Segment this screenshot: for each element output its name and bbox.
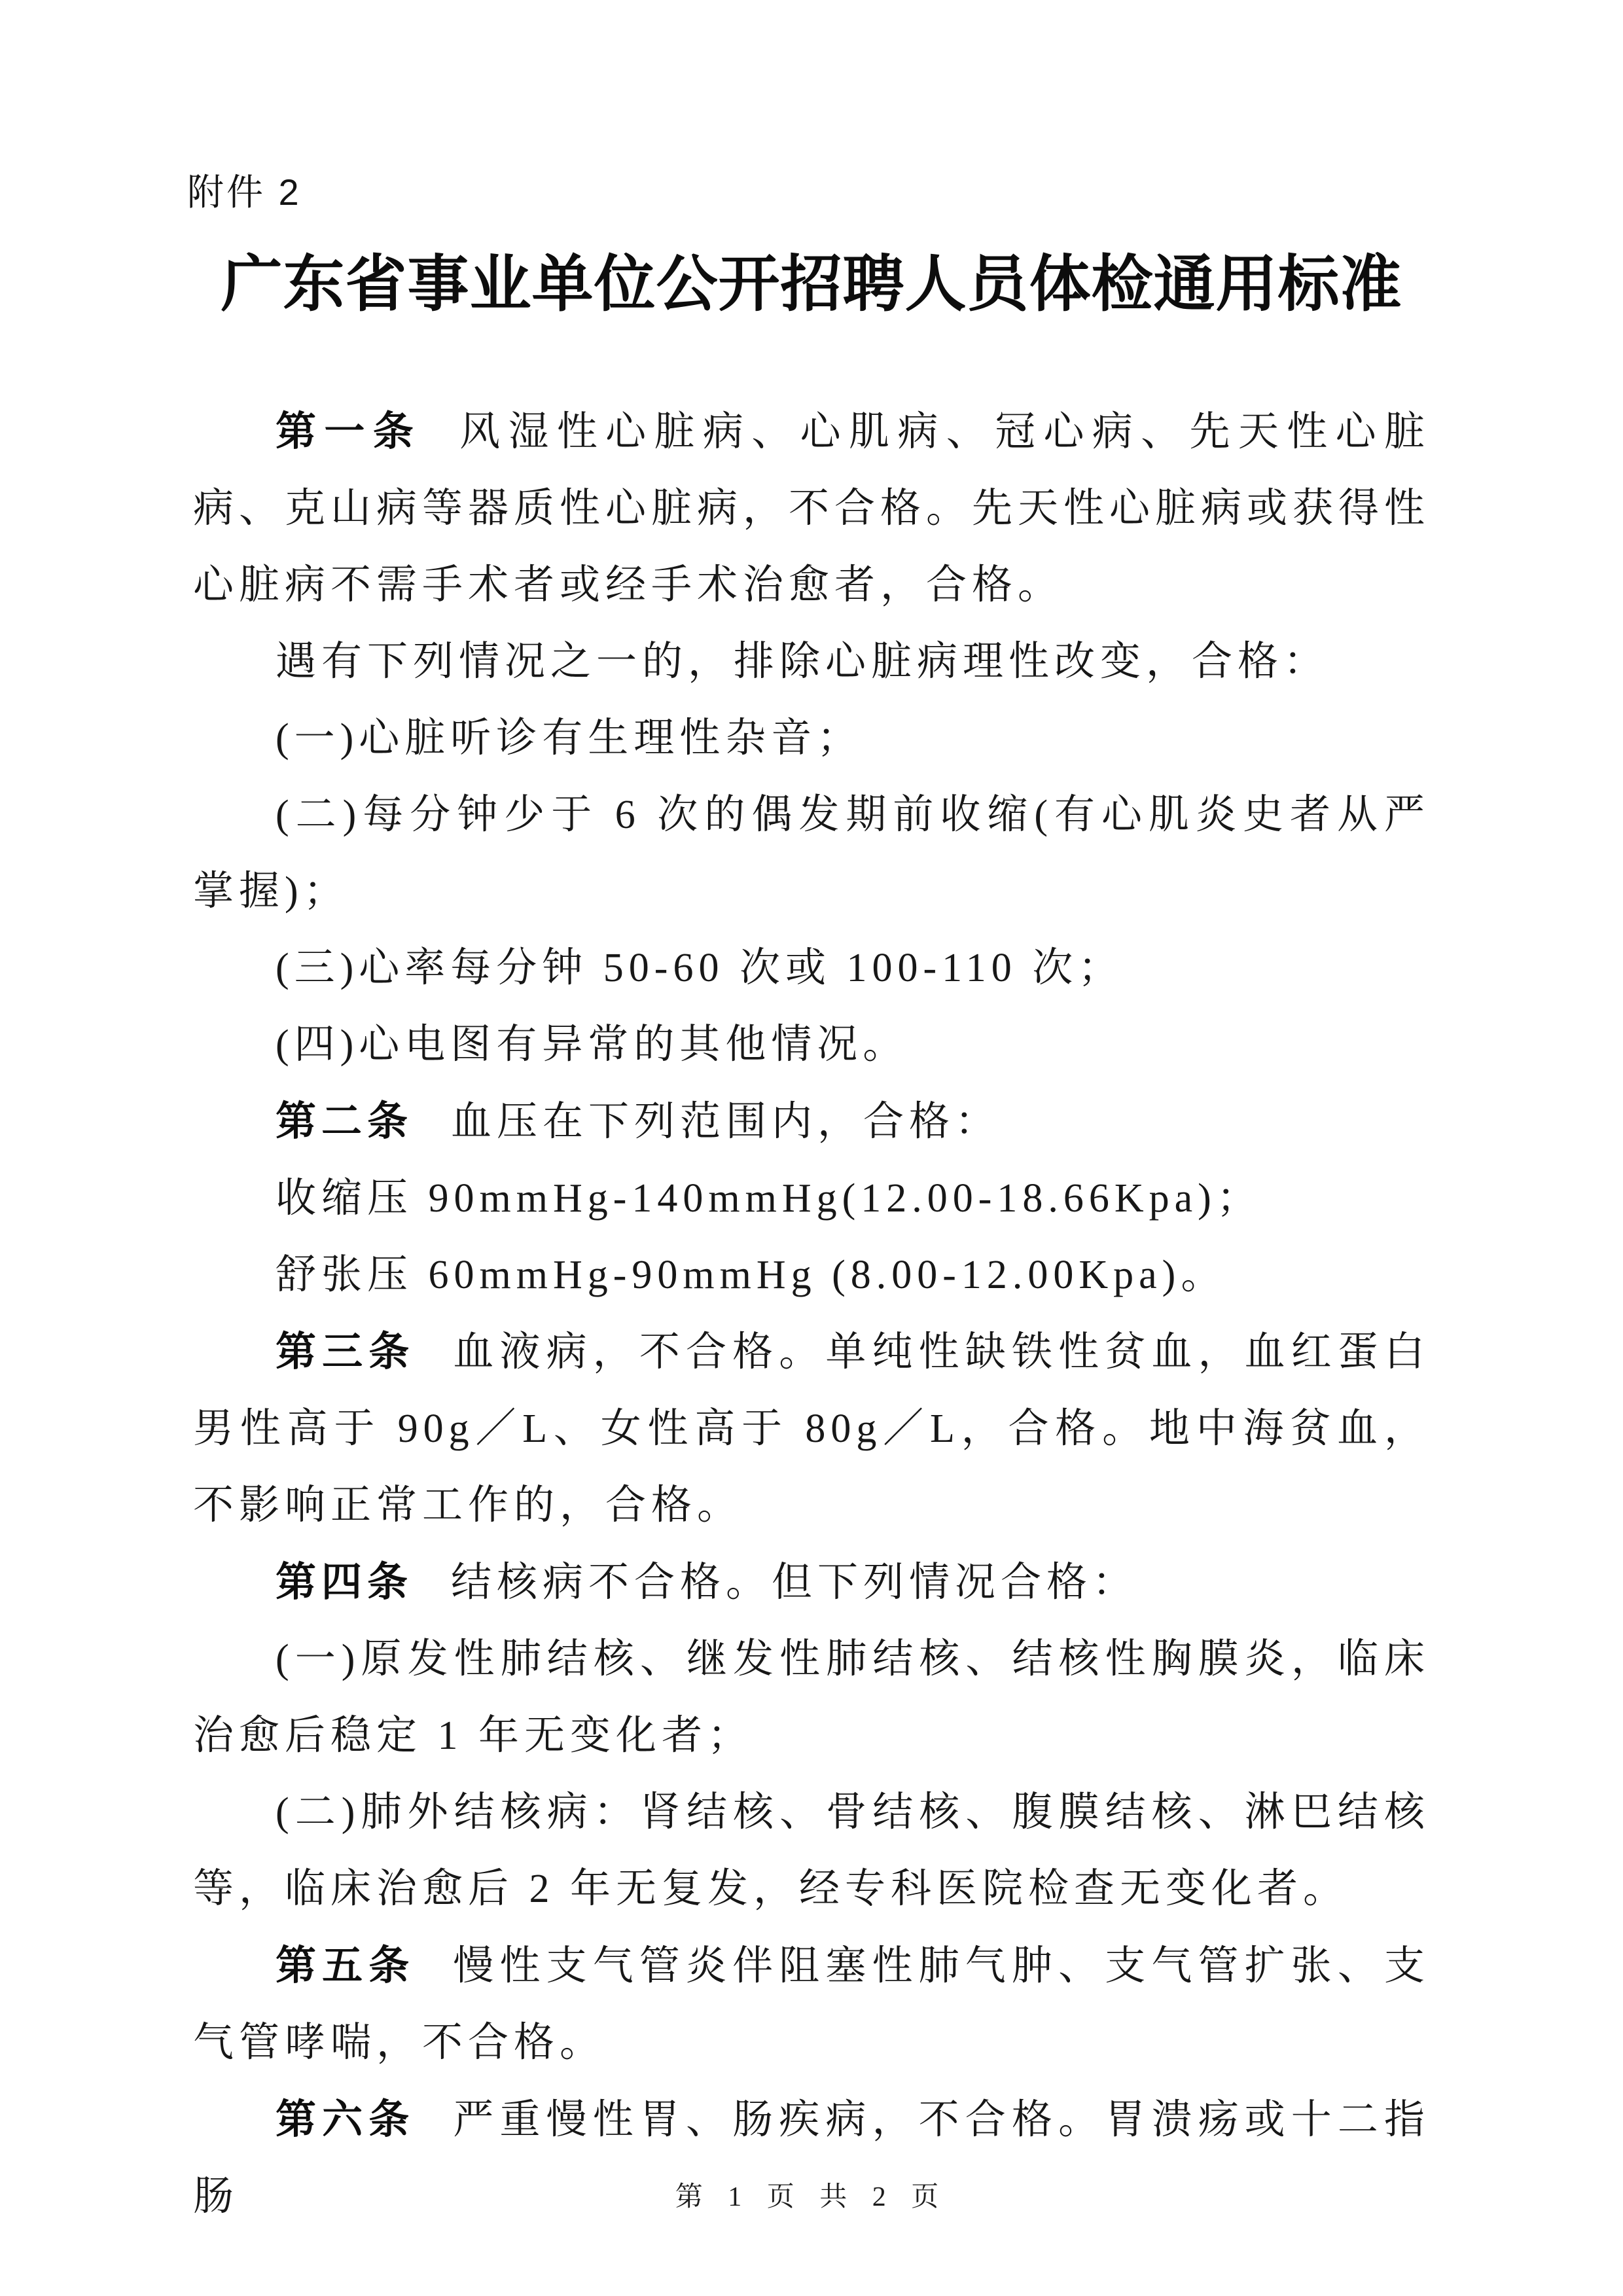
article-text: (一)心脏听诊有生理性杂音；	[276, 716, 863, 761]
article-paragraph	[193, 1774, 1430, 1928]
article-text: 血液病，不合格。单纯性缺铁性贫血，血红蛋白男性高于 90g／L、女性高于 80g／L，合格。地中海贫血，不影响正常工作的，合格。	[193, 1330, 1430, 1528]
article-paragraph	[193, 1928, 1430, 2081]
article-text: 血压在下列范围内，合格：	[451, 1100, 1001, 1144]
article-text: (一)原发性肺结核、继发性肺结核、结核性胸膜炎，临床治愈后稳定 1 年无变化者；	[193, 1637, 1430, 1758]
article-paragraph	[193, 1007, 1430, 1083]
article-text: 慢性支气管炎伴阻塞性肺气肿、支气管扩张、支气管哮喘，不合格。	[193, 1944, 1430, 2065]
article-text: (四)心电图有异常的其他情况。	[276, 1022, 909, 1067]
article-text: (二)肺外结核病：肾结核、骨结核、腹膜结核、淋巴结核等，临床治愈后 2 年无复发，经专科医院检查无变化者。	[193, 1790, 1430, 1911]
article-paragraph	[193, 930, 1430, 1007]
document-body	[193, 393, 1430, 2235]
article-text: (三)心率每分钟 50-60 次或 100-110 次；	[276, 946, 1124, 990]
article-text: 舒张压 60mmHg-90mmHg (8.00-12.00Kpa)。	[276, 1253, 1227, 1297]
article-paragraph	[193, 1237, 1430, 1314]
article-paragraph	[193, 1544, 1430, 1621]
page-number-footer: 第 1 页 共 2 页	[675, 2182, 948, 2212]
article-number: 第六条	[276, 2097, 416, 2142]
article-text: 结核病不合格。但下列情况合格：	[451, 1560, 1139, 1605]
article-number: 第五条	[276, 1943, 416, 1988]
article-paragraph	[193, 1160, 1430, 1237]
article-text: 遇有下列情况之一的，排除心脏病理性改变，合格：	[276, 639, 1330, 684]
article-paragraph	[193, 1621, 1430, 1774]
article-number: 第三条	[276, 1329, 416, 1374]
article-paragraph	[193, 777, 1430, 930]
article-text: 收缩压 90mmHg-140mmHg(12.00-18.66Kpa)；	[276, 1176, 1262, 1221]
article-text: (二)每分钟少于 6 次的偶发期前收缩(有心肌炎史者从严掌握)；	[193, 793, 1430, 914]
article-paragraph	[193, 700, 1430, 777]
article-text: 严重慢性胃、肠疾病，不合格。胃溃疡或十二指肠	[193, 2098, 1430, 2219]
document-title: 广东省事业单位公开招聘人员体检通用标准	[221, 249, 1402, 318]
article-paragraph	[193, 393, 1430, 624]
article-paragraph	[193, 1314, 1430, 1544]
article-number: 第四条	[276, 1560, 414, 1605]
article-text: 风湿性心脏病、心肌病、冠心病、先天性心脏病、克山病等器质性心脏病，不合格。先天性心脏病或获得性心脏病不需手术者或经手术治愈者，合格。	[193, 410, 1431, 607]
article-paragraph	[193, 624, 1430, 700]
article-paragraph	[193, 1083, 1430, 1160]
attachment-label: 附件 2	[187, 171, 302, 213]
article-number: 第一条	[276, 409, 422, 454]
article-number: 第二条	[276, 1099, 414, 1144]
